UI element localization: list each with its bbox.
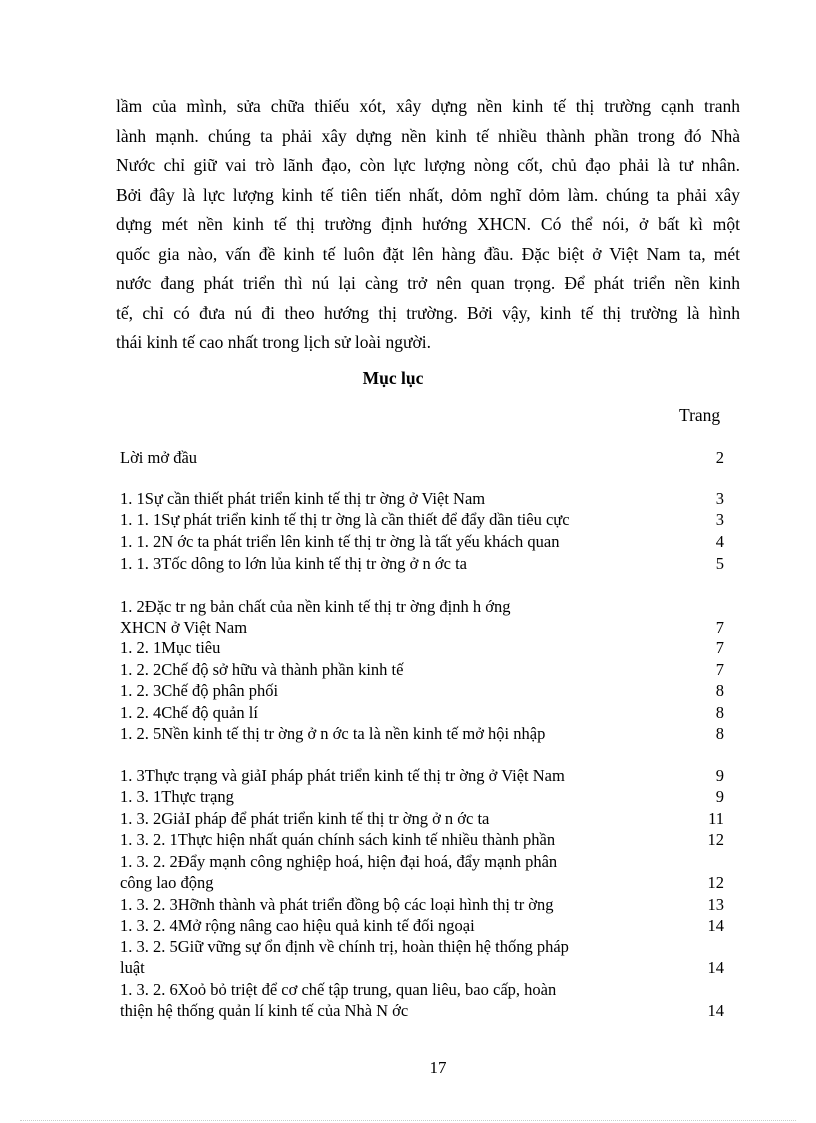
toc-entry-page: 7 bbox=[715, 618, 724, 637]
toc-entry-page: 3 bbox=[715, 510, 724, 529]
toc-entry-text: 1. 3. 2. 3Hỡnh thành và phát triển đồng bộ các loại hình thị tr ờng bbox=[120, 895, 554, 914]
toc-entry-text: 1. 2. 5Nền kinh tế thị tr ờng ở n ớc ta là nền kinh tế mở hội nhập bbox=[120, 724, 546, 743]
toc-entry-page: 14 bbox=[707, 1001, 724, 1020]
toc-entry-page: 5 bbox=[715, 554, 724, 573]
toc-entry-page: 3 bbox=[715, 489, 724, 508]
toc-entry-page: 13 bbox=[707, 895, 724, 914]
toc-entry bbox=[120, 936, 724, 978]
toc-entry-text: 1. 2. 3Chế độ phân phối bbox=[120, 681, 279, 700]
toc-entry bbox=[120, 894, 724, 915]
toc-entry-text-continued: công lao động bbox=[120, 873, 214, 892]
toc-entry bbox=[120, 765, 724, 786]
toc-entry-text: 1. 1. 3Tốc dông to lớn lủa kinh tế thị tr ờng ở n ớc ta bbox=[120, 554, 467, 573]
toc-entry-page: 8 bbox=[715, 681, 724, 700]
toc-entry-text: 1. 3. 2. 5Giữ vững sự ổn định về chính trị, hoàn thiện hệ thống pháp bbox=[120, 937, 569, 956]
toc-entry bbox=[120, 680, 724, 701]
paragraph-line: lành mạnh. chúng ta phải xây dựng nền kinh tế nhiều thành phần trong đó Nhà bbox=[116, 125, 740, 146]
toc-entry-text: 1. 3Thực trạng và giảI pháp phát triển kinh tế thị tr ờng ở Việt Nam bbox=[120, 766, 565, 785]
paragraph-line: thái kinh tế cao nhất trong lịch sử loài người. bbox=[116, 332, 431, 352]
toc-entry-page: 14 bbox=[707, 916, 724, 935]
toc-entry bbox=[120, 531, 724, 552]
paragraph-line: tế, chỉ có đưa nú đi theo hướng thị trường. Bởi vậy, kinh tế thị trường là hình bbox=[116, 302, 740, 323]
toc-entry-text: 1. 3. 1Thực trạng bbox=[120, 787, 234, 806]
toc-entry-text: 1. 2Đặc tr ng bản chất của nền kinh tế thị tr ờng định h ớng bbox=[120, 597, 511, 616]
toc-entry bbox=[120, 829, 724, 850]
toc-entry-text: 1. 3. 2. 2Đẩy mạnh công nghiệp hoá, hiện đại hoá, đẩy mạnh phân bbox=[120, 852, 558, 871]
paragraph-line: lầm của mình, sửa chữa thiếu xót, xây dựng nền kinh tế thị trường cạnh tranh bbox=[116, 96, 740, 116]
body-paragraph bbox=[116, 92, 740, 358]
toc-entry-text: 1. 1Sự cần thiết phát triển kinh tế thị tr ờng ở Việt Nam bbox=[120, 489, 486, 508]
toc-entry-page: 2 bbox=[715, 448, 724, 467]
paragraph-line: nước đang phát triển thì nú lại càng trở nên quan trọng. Để phát triển nền kinh bbox=[116, 273, 740, 293]
toc-entry-text-continued: XHCN ở Việt Nam bbox=[120, 618, 248, 637]
toc-entry-text: 1. 3. 2GiảI pháp để phát triển kinh tế thị tr ờng ở n ớc ta bbox=[120, 809, 490, 828]
toc-entry-page: 14 bbox=[707, 958, 724, 977]
toc-entry bbox=[120, 659, 724, 680]
toc-entry-text-continued: luật bbox=[120, 958, 145, 977]
page-number: 17 bbox=[429, 1058, 447, 1077]
toc-entry-text: 1. 2. 2Chế độ sở hữu và thành phần kinh tế bbox=[120, 660, 404, 679]
toc-entry bbox=[120, 808, 724, 829]
toc-entry bbox=[120, 447, 724, 468]
toc-entry-page: 4 bbox=[715, 532, 724, 551]
toc-entry bbox=[120, 596, 724, 638]
paragraph-line: Bởi đây là lực lượng kinh tế tiên tiến nhất, dỏm nghĩ dỏm làm. chúng ta phải xây bbox=[116, 184, 740, 205]
paragraph-line: quốc gia nào, vấn đề kinh tế luôn đặt lên hàng đầu. Đặc biệt ở Việt Nam ta, mét bbox=[116, 243, 740, 264]
toc-entry bbox=[120, 553, 724, 574]
toc-entry-page: 12 bbox=[707, 873, 724, 892]
toc-entry-text: 1. 2. 1Mục tiêu bbox=[120, 638, 221, 657]
toc-entry bbox=[120, 723, 724, 744]
toc-entry-page: 8 bbox=[715, 724, 724, 743]
toc-entry bbox=[120, 509, 724, 530]
toc-entry-text: 1. 2. 4Chế độ quản lí bbox=[120, 703, 258, 722]
toc-entry-text-continued: thiện hệ thống quản lí kinh tế của Nhà N ớc bbox=[120, 1001, 409, 1020]
toc-entry-text: 1. 3. 2. 4Mở rộng nâng cao hiệu quả kinh tế đối ngoại bbox=[120, 916, 475, 935]
toc-entry-page: 12 bbox=[707, 830, 724, 849]
toc-entry-page: 7 bbox=[715, 660, 724, 679]
toc-entry bbox=[120, 851, 724, 893]
toc-entry-text: 1. 3. 2. 1Thực hiện nhất quán chính sách kinh tế nhiều thành phần bbox=[120, 830, 556, 849]
toc-entry bbox=[120, 979, 724, 1021]
toc-entry bbox=[120, 488, 724, 509]
toc-entry bbox=[120, 786, 724, 807]
toc-entry-page: 9 bbox=[715, 787, 724, 806]
toc-entry-page: 8 bbox=[715, 703, 724, 722]
toc-entry bbox=[120, 702, 724, 723]
toc-entry-text: Lời mở đầu bbox=[120, 448, 198, 467]
toc-entry bbox=[120, 915, 724, 936]
toc-entry-page: 7 bbox=[715, 638, 724, 657]
toc-page-header: Trang bbox=[679, 405, 721, 425]
toc-entry-text: 1. 1. 2N ớc ta phát triển lên kinh tế thị tr ờng là tất yếu khách quan bbox=[120, 532, 560, 551]
toc-entry-page: 11 bbox=[708, 809, 724, 828]
toc-entry-text: 1. 3. 2. 6Xoỏ bỏ triệt để cơ chế tập trung, quan liêu, bao cấp, hoàn bbox=[120, 980, 557, 999]
toc-entry-page: 9 bbox=[715, 766, 724, 785]
paragraph-line: Nước chỉ giữ vai trò lãnh đạo, còn lực lượng nòng cốt, chủ đạo phải là tư nhân. bbox=[116, 155, 740, 175]
paragraph-line: dựng mét nền kinh tế thị trường định hướng XHCN. Có thể nói, ở bất kì một bbox=[116, 214, 740, 234]
page-bottom-divider bbox=[20, 1120, 796, 1121]
toc-title: Mục lục bbox=[362, 368, 424, 388]
toc-entry-text: 1. 1. 1Sự phát triển kinh tế thị tr ờng là cần thiết để đẩy dần tiêu cực bbox=[120, 510, 570, 529]
toc-entry bbox=[120, 637, 724, 658]
